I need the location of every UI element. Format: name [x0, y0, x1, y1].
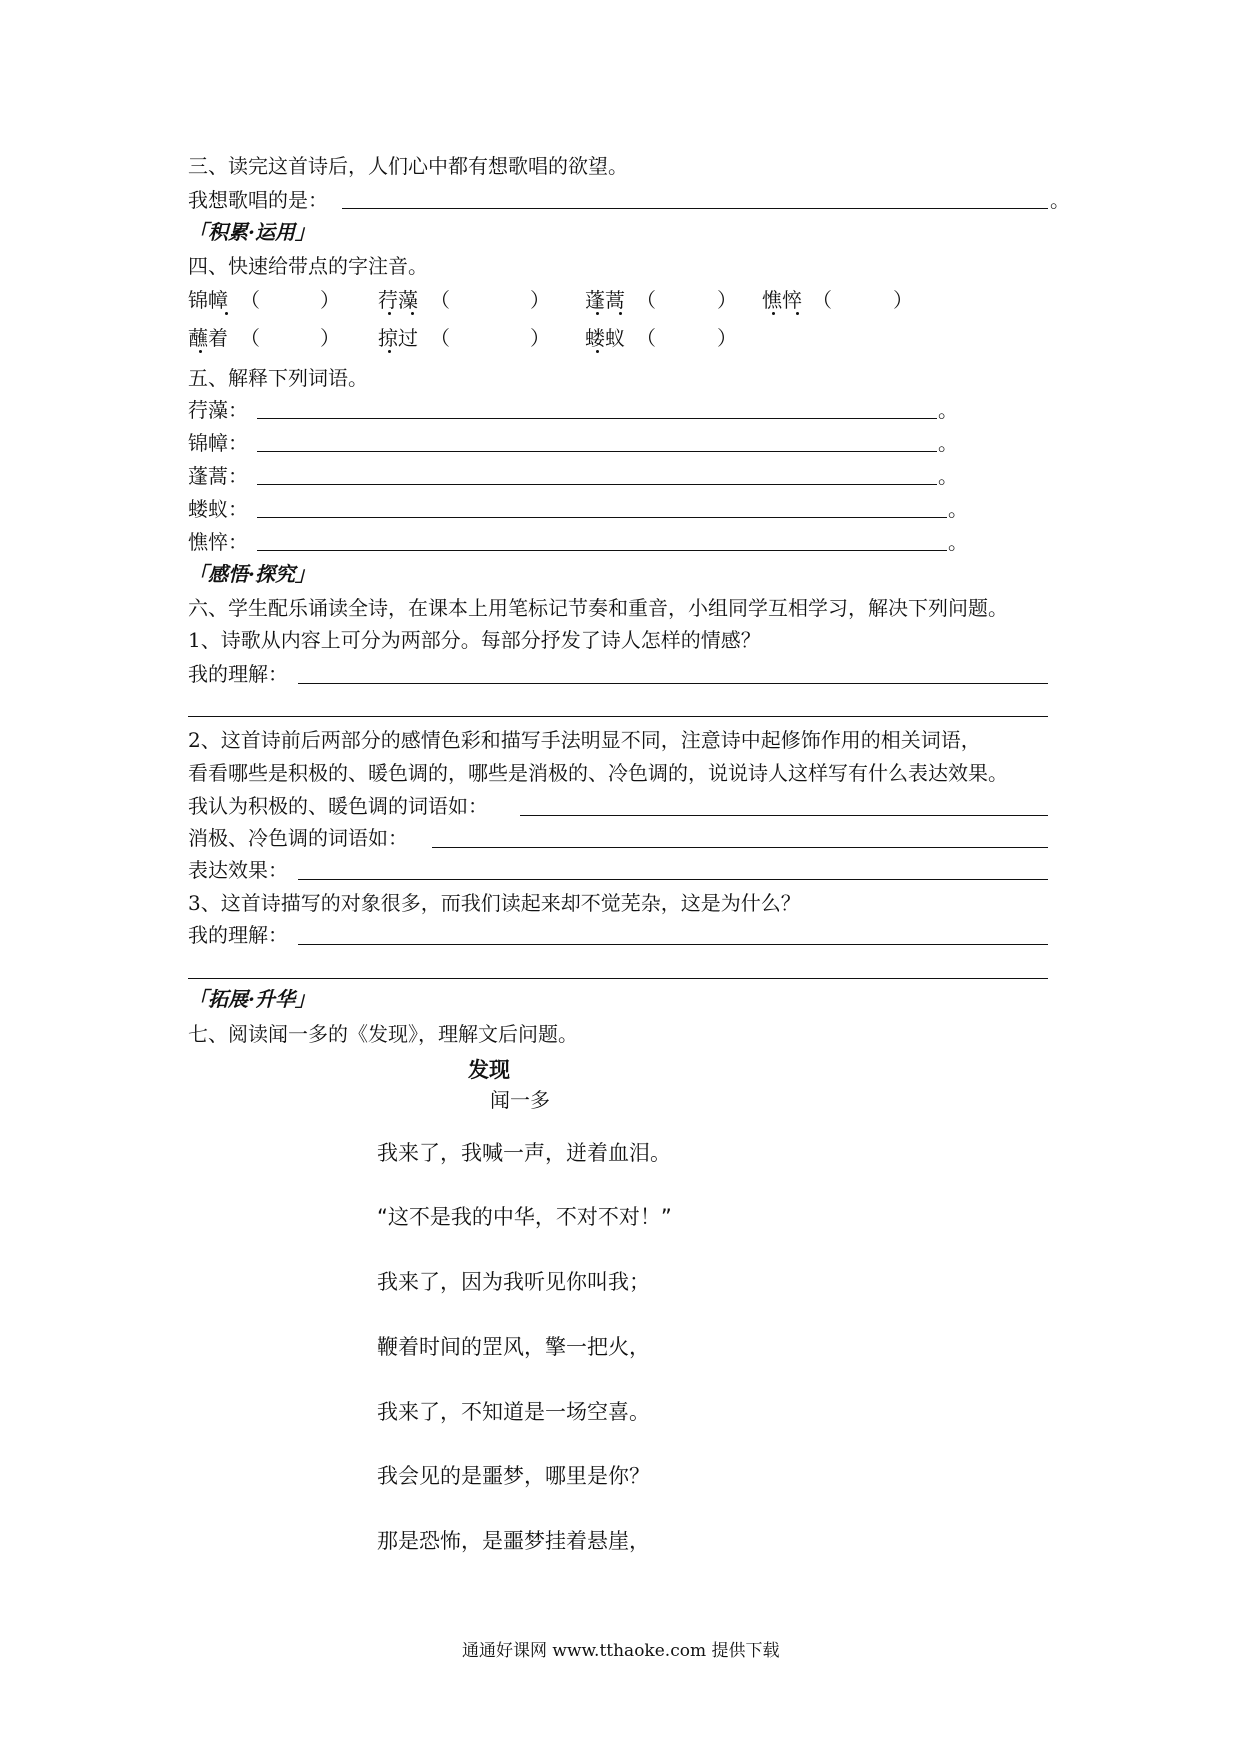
- q3-prompt: 三、读完这首诗后，人们心中都有想歌唱的欲望。: [188, 154, 628, 178]
- q3-answer-blank: [342, 208, 1048, 209]
- poem-line: “这不是我的中华，不对不对！”: [377, 1205, 672, 1229]
- q4-close-paren: ）: [320, 288, 340, 312]
- q5-blank: [257, 517, 947, 518]
- q4-word: 蝼蚁: [585, 326, 625, 350]
- q6-sub2-line1: 2、这首诗前后两部分的感情色彩和描写手法明显不同，注意诗中起修饰作用的相关词语，: [188, 728, 981, 752]
- q6-sub2-warm-blank: [520, 815, 1048, 816]
- q4-word: 憔悴: [762, 288, 802, 312]
- emphasis-dot: [388, 312, 391, 315]
- q4-open-paren: （: [636, 326, 656, 350]
- emphasis-dot: [411, 312, 414, 315]
- q5-blank: [257, 418, 937, 419]
- q4-close-paren: ）: [717, 288, 737, 312]
- q5-blank: [257, 484, 937, 485]
- q4-word: 蘸着: [188, 326, 228, 350]
- q5-prompt: 五、解释下列词语。: [188, 366, 368, 390]
- q5-end: 。: [948, 530, 968, 554]
- q5-term: 憔悴：: [188, 530, 248, 554]
- poem-line: 我来了，因为我听见你叫我；: [377, 1270, 650, 1294]
- q6-prompt: 六、学生配乐诵读全诗，在课本上用笔标记节奏和重音，小组同学互相学习，解决下列问题。: [188, 596, 1008, 620]
- poem-author: 闻一多: [490, 1088, 550, 1112]
- poem-line: 我来了，不知道是一场空喜。: [377, 1400, 650, 1424]
- q5-end: 。: [938, 431, 958, 455]
- q4-open-paren: （: [430, 326, 450, 350]
- emphasis-dot: [596, 350, 599, 353]
- q4-word: 蓬蒿: [585, 288, 625, 312]
- poem-line: 我会见的是噩梦，哪里是你？: [377, 1464, 650, 1488]
- section-heading-extend: 「拓展·升华」: [188, 987, 315, 1011]
- q5-end: 。: [938, 464, 958, 488]
- q5-blank: [257, 451, 937, 452]
- q3-end: 。: [1050, 188, 1070, 212]
- q5-blank: [257, 550, 947, 551]
- q4-open-paren: （: [430, 288, 450, 312]
- emphasis-dot: [596, 312, 599, 315]
- q4-open-paren: （: [240, 288, 260, 312]
- emphasis-dot: [619, 312, 622, 315]
- q4-prompt: 四、快速给带点的字注音。: [188, 254, 428, 278]
- q7-prompt: 七、阅读闻一多的《发现》，理解文后问题。: [188, 1022, 578, 1046]
- q6-sub2-cold-label: 消极、冷色调的词语如：: [188, 826, 408, 850]
- q5-end: 。: [948, 497, 968, 521]
- q4-close-paren: ）: [320, 326, 340, 350]
- q5-term: 锦幛：: [188, 431, 248, 455]
- emphasis-dot: [796, 312, 799, 315]
- q4-open-paren: （: [812, 288, 832, 312]
- q4-open-paren: （: [636, 288, 656, 312]
- q4-close-paren: ）: [893, 288, 913, 312]
- poem-line: 鞭着时间的罡风，擎一把火，: [377, 1335, 650, 1359]
- poem-line: 那是恐怖，是噩梦挂着悬崖，: [377, 1529, 650, 1553]
- emphasis-dot: [225, 312, 228, 315]
- q6-sub2-cold-blank: [432, 847, 1048, 848]
- q5-term: 蓬蒿：: [188, 464, 248, 488]
- q6-sub3-blank-2: [188, 978, 1048, 979]
- q6-sub1-blank-2: [188, 716, 1048, 717]
- section-heading-explore: 「感悟·探究」: [188, 562, 315, 586]
- q4-close-paren: ）: [717, 326, 737, 350]
- footer-credit: 通通好课网 www.tthaoke.com 提供下载: [462, 1641, 780, 1661]
- q6-sub1-label: 我的理解：: [188, 662, 288, 686]
- poem-line: 我来了，我喊一声，迸着血泪。: [377, 1141, 671, 1165]
- poem-title: 发现: [468, 1058, 510, 1082]
- section-heading-accumulate: 「积累·运用」: [188, 220, 315, 244]
- emphasis-dot: [388, 350, 391, 353]
- emphasis-dot: [772, 312, 775, 315]
- emphasis-dot: [199, 350, 202, 353]
- q6-sub3: 3、这首诗描写的对象很多，而我们读起来却不觉芜杂，这是为什么？: [188, 891, 801, 915]
- q4-close-paren: ）: [530, 288, 550, 312]
- q6-sub2-effect-blank: [298, 879, 1048, 880]
- q6-sub1: 1、诗歌从内容上可分为两部分。每部分抒发了诗人怎样的情感？: [188, 628, 761, 652]
- q6-sub2-warm-label: 我认为积极的、暖色调的词语如：: [188, 794, 488, 818]
- q6-sub3-blank: [298, 944, 1048, 945]
- q5-end: 。: [938, 398, 958, 422]
- q6-sub2-effect-label: 表达效果：: [188, 858, 288, 882]
- q6-sub3-label: 我的理解：: [188, 923, 288, 947]
- q5-term: 荇藻：: [188, 398, 248, 422]
- q5-term: 蝼蚁：: [188, 497, 248, 521]
- q6-sub1-blank: [298, 683, 1048, 684]
- q3-answer-label: 我想歌唱的是：: [188, 188, 328, 212]
- q4-word: 掠过: [378, 326, 418, 350]
- q6-sub2-line2: 看看哪些是积极的、暖色调的，哪些是消极的、冷色调的，说说诗人这样写有什么表达效果。: [188, 761, 1008, 785]
- q4-word: 锦幛: [188, 288, 228, 312]
- q4-close-paren: ）: [530, 326, 550, 350]
- q4-word: 荇藻: [378, 288, 418, 312]
- q4-open-paren: （: [240, 326, 260, 350]
